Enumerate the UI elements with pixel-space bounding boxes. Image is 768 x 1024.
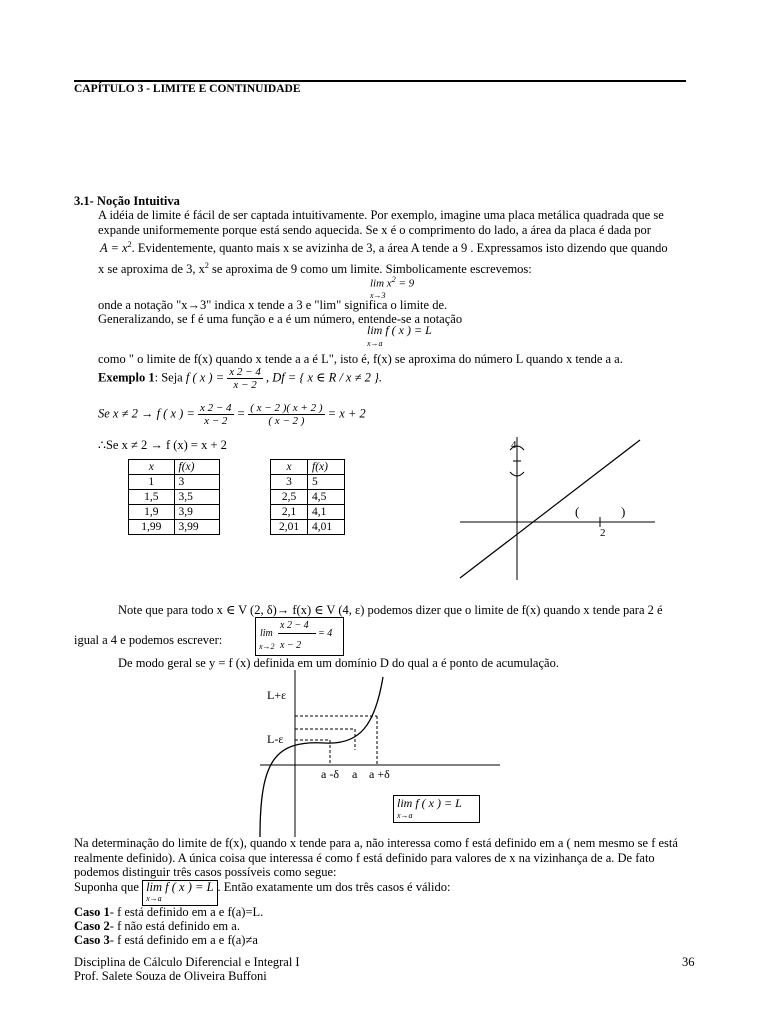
case-label: Caso 2: [74, 919, 110, 933]
table-row: [129, 505, 220, 520]
fraction-denominator: x − 2: [233, 379, 257, 391]
table-header: f(x): [308, 460, 345, 475]
paragraph-text: x se aproxima de 3, x: [98, 262, 205, 277]
box-sub: x→a: [397, 811, 413, 820]
box-sub: x→a: [146, 894, 162, 903]
label-l-minus-epsilon: L-ε: [267, 732, 284, 746]
case-2: [74, 919, 240, 934]
fraction-numerator: x 2 − 4: [200, 402, 232, 414]
paragraph-line: como " o limite de f(x) quando x tende a a é L", isto é, f(x) se aproxima do número L quando x tende a a.: [98, 352, 623, 366]
fraction-numerator: ( x − 2 )( x + 2 ): [250, 402, 323, 414]
chapter-title: CAPÍTULO 3 - LIMITE E CONTINUIDADE: [74, 83, 301, 95]
table-cell: 5: [308, 475, 345, 490]
case-1: [74, 905, 263, 920]
table-cell: 1,9: [129, 505, 175, 520]
cases-line-3: podemos distinguir três casos possíveis como segue:: [74, 865, 337, 879]
page-number: 36: [682, 955, 695, 969]
header-rule: [74, 80, 686, 82]
table-cell: 2,1: [271, 505, 308, 520]
table-header: x: [129, 460, 175, 475]
note-line-3: De modo geral se y = f (x) definida em um domínio D do qual a é ponto de acumulação.: [118, 656, 559, 670]
value-table-right: [270, 459, 345, 535]
value-table-left: [128, 459, 220, 535]
box-lim: lim f ( x ) = L: [146, 880, 214, 894]
table-cell: 1,99: [129, 520, 175, 535]
limit-expression-1: [370, 274, 414, 301]
table-cell: 2,5: [271, 490, 308, 505]
line-graph: [455, 432, 665, 582]
suppose-limit-box: [142, 880, 217, 906]
table-header-row: [271, 460, 345, 475]
label-a-minus-delta: a -δ: [321, 767, 339, 781]
limit-box: [255, 617, 344, 656]
case-label: Caso 3: [74, 933, 110, 947]
exponent: 2: [204, 261, 209, 270]
function-fraction: [227, 366, 263, 391]
limit-box-general: [393, 795, 480, 823]
box-lim: lim: [260, 628, 273, 639]
footer-course: Disciplina de Cálculo Diferencial e Integral I: [74, 955, 300, 969]
table-row: [271, 505, 345, 520]
case-text: - f não está definido em a.: [109, 919, 240, 933]
simplify-fraction-2: [248, 402, 324, 427]
table-cell: 2,01: [271, 520, 308, 535]
footer-professor: Prof. Salete Souza de Oliveira Buffoni: [74, 969, 267, 983]
function-domain: , Df = { x ∈ R / x ≠ 2 }.: [265, 370, 383, 385]
simplify-fraction-1: [198, 402, 234, 427]
simplify-post: = x + 2: [327, 406, 366, 421]
paragraph-line: expande uniformemente porque está sendo aquecida. Se x é o comprimento do lado, a área da placa é dada por: [98, 223, 651, 237]
case-label: Caso 1: [74, 905, 110, 919]
suppose-post: . Então exatamente um dos três casos é válido:: [217, 880, 451, 894]
note-line-2: igual a 4 e podemos escrever:: [74, 633, 223, 647]
function-def: f ( x ) =: [185, 370, 225, 385]
case-text: - f está definido em a e f(a)=L.: [109, 905, 264, 919]
paren-right: ): [621, 504, 626, 519]
table-cell: 3: [174, 475, 220, 490]
table-cell: 4,1: [308, 505, 345, 520]
table-cell: 4,5: [308, 490, 345, 505]
box-lim: lim f ( x ) = L: [397, 796, 462, 810]
limit-main: lim f ( x ) = L: [367, 323, 432, 337]
label-a: a: [352, 767, 358, 781]
table-header: f(x): [174, 460, 220, 475]
box-numerator: x 2 − 4: [280, 620, 309, 631]
table-header: x: [271, 460, 308, 475]
function-line: [460, 440, 640, 578]
table-cell: 1: [129, 475, 175, 490]
cases-line-4: [74, 880, 450, 906]
area-formula: A = x: [100, 241, 128, 256]
box-equals: = 4: [318, 628, 333, 639]
case-3: [74, 933, 258, 948]
table-cell: 1,5: [129, 490, 175, 505]
paragraph-line: Generalizando, se f é uma função e a é um número, entende-se a notação: [98, 312, 463, 326]
section-title: 3.1- Noção Intuitiva: [74, 194, 180, 208]
note-line-1: Note que para todo x ∈ V (2, δ)→ f(x) ∈ V (4, ε) podemos dizer que o limite de f(x) quando x tende para 2 é: [118, 603, 663, 617]
table-row: [129, 490, 220, 505]
table-row: [129, 475, 220, 490]
label-4: 4: [511, 439, 517, 451]
limit-exponent: 2: [391, 275, 396, 284]
table-header-row: [129, 460, 220, 475]
table-row: [271, 490, 345, 505]
table-row: [129, 520, 220, 535]
example-line-3: ∴Se x ≠ 2 → f (x) = x + 2: [98, 438, 227, 452]
paragraph-line: [98, 261, 532, 277]
table-cell: 3,99: [174, 520, 220, 535]
limit-sub: x→a: [367, 339, 383, 348]
paragraph-line: A idéia de limite é fácil de ser captada intuitivamente. Por exemplo, imagine uma placa metálica quadrada que se: [98, 208, 664, 222]
example-line-2: [98, 402, 366, 427]
paragraph-text: se aproxima de 9 como um limite. Simbolicamente escrevemos:: [208, 262, 532, 277]
limit-main: lim x: [370, 277, 392, 290]
cases-line-2: realmente definido). A única coisa que interessa é como f está definido para valores de x na vizinhança de a. De fato: [74, 851, 655, 865]
fraction-numerator: x 2 − 4: [229, 366, 261, 378]
example-intro: : Seja: [154, 370, 183, 385]
paren-left: (: [575, 504, 580, 519]
limit-eq: = 9: [395, 277, 415, 290]
area-formula-line: [100, 240, 668, 256]
label-2: 2: [600, 527, 606, 539]
cases-line-1: Na determinação do limite de f(x), quando x tende para a, não interessa como f está definido em a ( nem mesmo se f está: [74, 836, 678, 850]
table-row: [271, 520, 345, 535]
example-line-1: [98, 366, 382, 391]
paragraph-text: . Evidentemente, quanto mais x se avizinha de 3, a área A tende a 9 . Expressamos isto dizendo que quando: [131, 241, 668, 256]
simplify-pre: Se x ≠ 2 → f ( x ) =: [98, 406, 195, 421]
limit-sub: x→3: [370, 290, 386, 300]
label-l-plus-epsilon: L+ε: [267, 688, 287, 702]
fraction-denominator: x − 2: [204, 415, 228, 427]
limit-expression-2: [367, 324, 432, 350]
suppose-text: Suponha que: [74, 880, 139, 894]
table-cell: 3,9: [174, 505, 220, 520]
box-fraction-bar: [278, 633, 316, 634]
area-exponent: 2: [127, 240, 132, 249]
fraction-denominator: ( x − 2 ): [268, 415, 305, 427]
box-sub: x→2: [259, 642, 275, 651]
table-cell: 4,01: [308, 520, 345, 535]
example-label: Exemplo 1: [98, 370, 155, 385]
table-cell: 3: [271, 475, 308, 490]
label-a-plus-delta: a +δ: [369, 767, 390, 781]
table-row: [271, 475, 345, 490]
case-text: - f está definido em a e f(a)≠a: [109, 933, 258, 947]
table-cell: 3,5: [174, 490, 220, 505]
simplify-eq: =: [236, 406, 246, 421]
box-denominator: x − 2: [280, 640, 302, 651]
paragraph-line: onde a notação "x→3" indica x tende a 3 e "lim" significa o limite de.: [98, 298, 448, 312]
